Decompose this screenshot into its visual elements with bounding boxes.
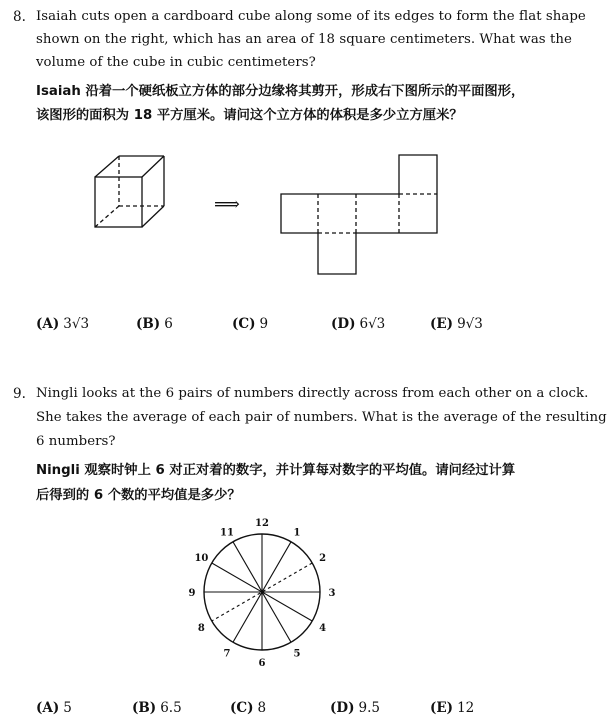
choice-label: (E) — [430, 700, 454, 716]
choice-value: 5 — [63, 700, 72, 716]
choice-value: 6.5 — [160, 700, 182, 716]
cube-net-figure — [278, 152, 443, 278]
choice-label: (A) — [36, 700, 60, 716]
answer-choice-d[interactable] — [331, 316, 385, 332]
choice-label: (B) — [136, 316, 161, 332]
choice-label: (C) — [230, 700, 254, 716]
choice-label: (D) — [331, 316, 356, 332]
clock-number: 12 — [255, 518, 269, 529]
choice-label: (E) — [430, 316, 454, 332]
question-text-line: Ningli looks at the 6 pairs of numbers directly across from each other on a clock. — [36, 386, 589, 401]
arrow-implies: ⟹ — [214, 194, 240, 215]
question-text-chinese: Isaiah 沿着一个硬纸板立方体的部分边缘将其剪开，形成右下图所示的平面图形， — [36, 84, 525, 99]
question-number: 9. — [13, 386, 26, 402]
choice-label: (B) — [132, 700, 157, 716]
clock-number: 10 — [194, 553, 209, 564]
answer-choice-c[interactable] — [230, 700, 266, 716]
question-text-line: shown on the right, which has an area of 18 square centimeters. What was the — [36, 32, 572, 47]
question-text-line: She takes the average of each pair of numbers. What is the average of the resulting — [36, 410, 607, 425]
choice-value: 6√3 — [359, 316, 386, 332]
question-text-chinese: 后得到的 6 个数的平均值是多少？ — [36, 488, 241, 503]
choice-label: (C) — [232, 316, 256, 332]
choice-label: (D) — [330, 700, 355, 716]
answer-choice-e[interactable] — [430, 316, 483, 332]
answer-choice-a[interactable] — [36, 316, 89, 332]
answer-choice-b[interactable] — [132, 700, 182, 716]
clock-figure — [190, 518, 340, 668]
question-text-line: Isaiah cuts open a cardboard cube along some of its edges to form the flat shape — [36, 9, 586, 24]
question-text-chinese: 该图形的面积为 18 平方厘米。请问这个立方体的体积是多少立方厘米？ — [36, 108, 463, 123]
question-text-line: volume of the cube in cubic centimeters? — [36, 55, 316, 70]
clock-number: 4 — [319, 623, 327, 634]
clock-number: 1 — [293, 527, 301, 539]
question-text-chinese: Ningli 观察时钟上 6 对正对着的数字，并计算每对数字的平均值。请问经过计算 — [36, 463, 516, 478]
choice-value: 12 — [457, 700, 475, 716]
clock-number: 2 — [319, 553, 327, 564]
choice-value: 9.5 — [358, 700, 380, 716]
choice-value: 9 — [259, 316, 269, 332]
answer-choice-e[interactable] — [430, 700, 474, 716]
question-number: 8. — [13, 9, 26, 25]
choice-value: 3√3 — [63, 316, 90, 332]
answer-choice-b[interactable] — [136, 316, 173, 332]
answer-choice-a[interactable] — [36, 700, 72, 716]
clock-number: 7 — [223, 648, 231, 660]
answer-choice-c[interactable] — [232, 316, 268, 332]
choice-value: 6 — [164, 316, 173, 332]
cube-figure — [90, 150, 170, 235]
choice-value: 9√3 — [457, 316, 483, 332]
clock-number: 5 — [293, 648, 301, 660]
question-text-line: 6 numbers? — [36, 434, 116, 449]
clock-number: 11 — [220, 527, 234, 539]
choice-label: (A) — [36, 316, 60, 332]
clock-number: 3 — [328, 588, 336, 599]
clock-number: 8 — [197, 623, 205, 634]
choice-value: 8 — [257, 700, 267, 716]
clock-number: 9 — [188, 588, 196, 599]
answer-choice-d[interactable] — [330, 700, 380, 716]
clock-number: 6 — [258, 658, 266, 669]
